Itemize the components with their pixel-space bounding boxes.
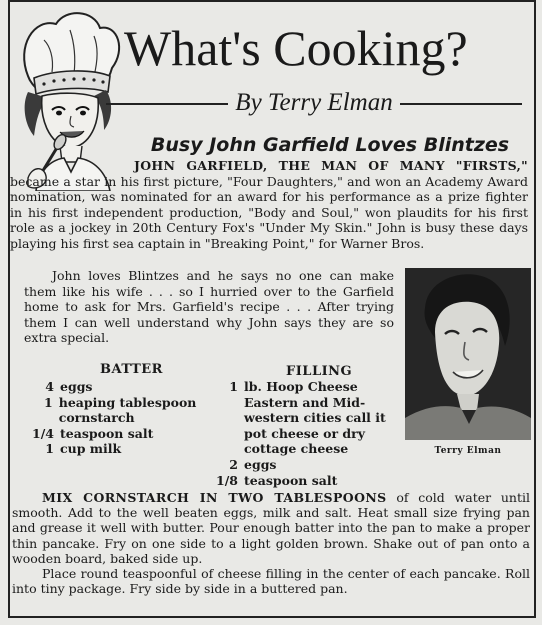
filling-list xyxy=(208,379,400,488)
frame-rule xyxy=(534,0,536,618)
intro-body: became a star in his first picture, "Four Daughters," and won an Academy Award nomination, was nominated for an award for his performance as a prize fighter in his first independent production, "Body and Soul," won plaudits for his first role as a jockey in 20th Century Fox's "Under My Skin." John is busy these days playing his first sea captain in "Breaking Point," for Warner Bros. xyxy=(10,173,528,251)
column-title: What's Cooking? xyxy=(124,20,468,76)
byline xyxy=(106,89,522,117)
byline-text: By Terry Elman xyxy=(228,89,399,116)
ingredient-row: 4 eggs xyxy=(45,379,93,394)
intro-lead: JOHN GARFIELD, THE MAN OF MANY "FIRSTS," xyxy=(134,158,528,173)
filling-heading: FILLING xyxy=(286,364,353,379)
ingredient-row: 1/4 teaspoon salt xyxy=(32,425,154,441)
story-headline: Busy John Garfield Loves Blintzes xyxy=(150,134,510,156)
frame-rule xyxy=(8,616,536,618)
ingredient-row: 1 heaping tablespoon cornstarch xyxy=(44,394,197,426)
ingredient-row: 1 cup milk xyxy=(45,441,122,457)
ingredient-row: 1/8 teaspoon salt xyxy=(216,472,338,488)
frame-rule xyxy=(8,0,536,2)
story-paragraph xyxy=(24,268,394,346)
ingredient-row: 1 lb. Hoop Cheese Eastern and Mid-western cities call it pot cheese or dry cottage cheese xyxy=(229,379,386,457)
photo-caption: Terry Elman xyxy=(434,446,502,456)
intro-paragraph xyxy=(10,158,528,252)
ingredient-row: 2 eggs xyxy=(229,456,277,472)
method-text xyxy=(12,490,530,596)
frame-rule xyxy=(8,0,10,618)
batter-list xyxy=(14,379,204,457)
method-body: of cold water until smooth. Add to the well beaten eggs, milk and salt. Heat small size frying pan and grease it well with butter. Pour enough batter into the pan to make a proper thin pancake. Fry on one side to a light golden brown. Shake out of pan onto a wooden board, baked side up. xyxy=(12,490,530,566)
story-text: John loves Blintzes and he says no one can make them like his wife . . . so I hurried over to the Garfield home to ask for Mrs. Garfield's recipe . . . After trying them I can well understand why John says they are so extra special. xyxy=(24,268,394,346)
method-paragraph-2: Place round teaspoonful of cheese filling in the center of each pancake. Roll into tiny package. Fry side by side in a buttered pan. xyxy=(12,566,530,597)
author-photo xyxy=(405,268,531,440)
batter-heading: BATTER xyxy=(100,362,163,377)
portrait-image xyxy=(405,268,531,440)
method-lead: MIX CORNSTARCH IN TWO TABLESPOONS xyxy=(42,490,387,505)
